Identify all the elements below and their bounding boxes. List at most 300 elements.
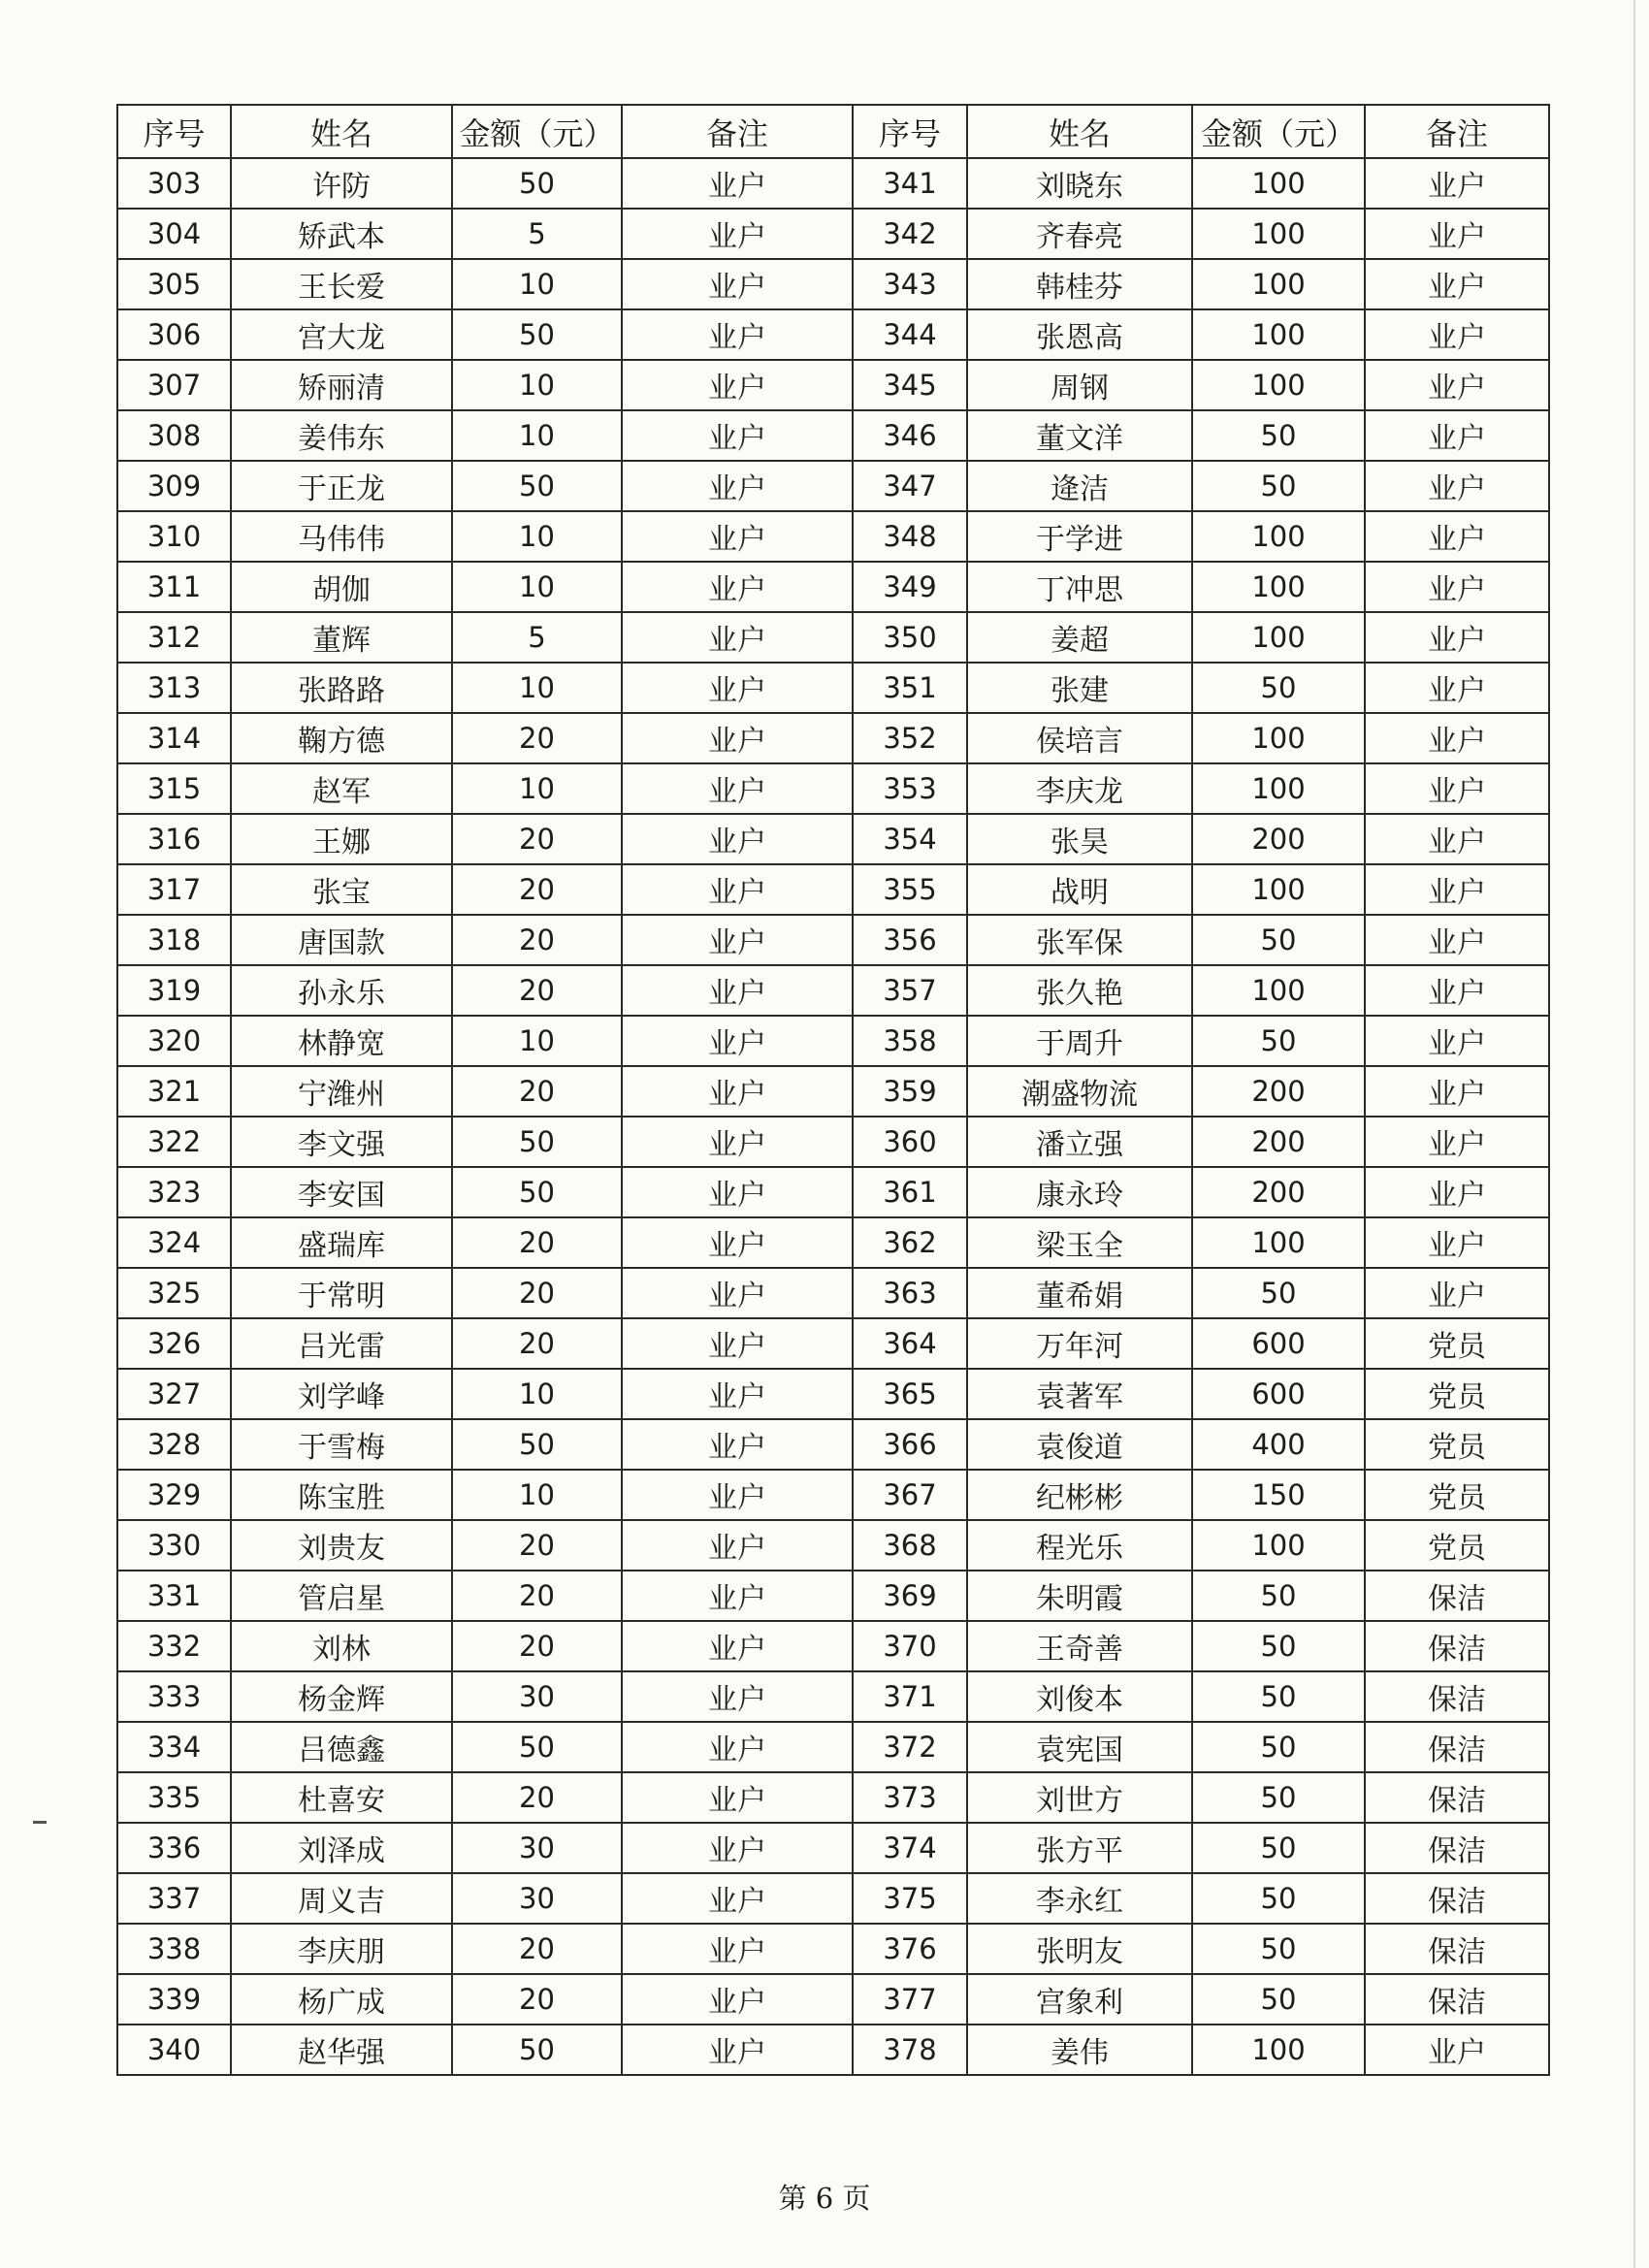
remark-cell: 业户 xyxy=(622,1772,853,1823)
index-cell: 307 xyxy=(117,360,231,410)
remark-cell: 业户 xyxy=(1365,158,1549,209)
remark-cell: 业户 xyxy=(622,1873,853,1924)
amount-cell: 20 xyxy=(452,814,622,864)
name-cell: 矫丽清 xyxy=(231,360,452,410)
name-cell: 张建 xyxy=(967,663,1192,713)
page-edge-line xyxy=(1633,0,1635,2268)
remark-cell: 业户 xyxy=(1365,965,1549,1016)
amount-cell: 20 xyxy=(452,915,622,965)
remark-cell: 保洁 xyxy=(1365,1571,1549,1621)
name-cell: 战明 xyxy=(967,864,1192,915)
amount-cell: 50 xyxy=(1192,1621,1365,1671)
table-row xyxy=(117,511,1549,562)
name-cell: 王奇善 xyxy=(967,1621,1192,1671)
amount-cell: 100 xyxy=(1192,763,1365,814)
name-cell: 程光乐 xyxy=(967,1520,1192,1571)
name-cell: 刘林 xyxy=(231,1621,452,1671)
table-row xyxy=(117,1520,1549,1571)
table-row xyxy=(117,763,1549,814)
index-cell: 344 xyxy=(853,309,967,360)
remark-cell: 业户 xyxy=(622,1066,853,1117)
index-cell: 322 xyxy=(117,1117,231,1167)
index-cell: 318 xyxy=(117,915,231,965)
amount-cell: 50 xyxy=(1192,1571,1365,1621)
amount-cell: 100 xyxy=(1192,309,1365,360)
table-row xyxy=(117,1823,1549,1873)
name-cell: 丁冲思 xyxy=(967,562,1192,612)
remark-cell: 业户 xyxy=(622,309,853,360)
remark-cell: 业户 xyxy=(622,1621,853,1671)
index-cell: 372 xyxy=(853,1722,967,1772)
index-cell: 312 xyxy=(117,612,231,663)
amount-cell: 20 xyxy=(452,1066,622,1117)
name-cell: 刘晓东 xyxy=(967,158,1192,209)
name-cell: 张久艳 xyxy=(967,965,1192,1016)
remark-cell: 业户 xyxy=(1365,864,1549,915)
remark-cell: 业户 xyxy=(1365,1167,1549,1217)
name-cell: 刘学峰 xyxy=(231,1369,452,1419)
remark-cell: 业户 xyxy=(622,864,853,915)
header-remark-left: 备注 xyxy=(622,105,853,158)
remark-cell: 业户 xyxy=(1365,612,1549,663)
amount-cell: 50 xyxy=(452,2025,622,2075)
index-cell: 331 xyxy=(117,1571,231,1621)
table-row xyxy=(117,1621,1549,1671)
scan-mark xyxy=(33,1821,47,1824)
name-cell: 唐国款 xyxy=(231,915,452,965)
index-cell: 358 xyxy=(853,1016,967,1066)
remark-cell: 业户 xyxy=(622,1571,853,1621)
index-cell: 317 xyxy=(117,864,231,915)
name-cell: 李安国 xyxy=(231,1167,452,1217)
name-cell: 陈宝胜 xyxy=(231,1470,452,1520)
name-cell: 万年河 xyxy=(967,1318,1192,1369)
amount-cell: 200 xyxy=(1192,1066,1365,1117)
amount-cell: 20 xyxy=(452,1571,622,1621)
remark-cell: 业户 xyxy=(1365,1217,1549,1268)
remark-cell: 保洁 xyxy=(1365,1621,1549,1671)
index-cell: 304 xyxy=(117,209,231,259)
index-cell: 376 xyxy=(853,1924,967,1974)
amount-cell: 200 xyxy=(1192,1117,1365,1167)
amount-cell: 100 xyxy=(1192,511,1365,562)
table-row xyxy=(117,1671,1549,1722)
name-cell: 盛瑞库 xyxy=(231,1217,452,1268)
name-cell: 逄洁 xyxy=(967,461,1192,511)
name-cell: 于正龙 xyxy=(231,461,452,511)
amount-cell: 100 xyxy=(1192,1520,1365,1571)
name-cell: 李永红 xyxy=(967,1873,1192,1924)
amount-cell: 50 xyxy=(452,461,622,511)
index-cell: 314 xyxy=(117,713,231,763)
amount-cell: 10 xyxy=(452,259,622,309)
amount-cell: 200 xyxy=(1192,1167,1365,1217)
index-cell: 356 xyxy=(853,915,967,965)
remark-cell: 业户 xyxy=(1365,461,1549,511)
index-cell: 355 xyxy=(853,864,967,915)
remark-cell: 业户 xyxy=(622,1520,853,1571)
remark-cell: 业户 xyxy=(622,1470,853,1520)
remark-cell: 业户 xyxy=(1365,259,1549,309)
name-cell: 韩桂芬 xyxy=(967,259,1192,309)
remark-cell: 业户 xyxy=(1365,763,1549,814)
remark-cell: 业户 xyxy=(1365,410,1549,461)
header-name-left: 姓名 xyxy=(231,105,452,158)
amount-cell: 50 xyxy=(1192,461,1365,511)
remark-cell: 业户 xyxy=(1365,713,1549,763)
amount-cell: 10 xyxy=(452,1016,622,1066)
remark-cell: 业户 xyxy=(1365,562,1549,612)
index-cell: 330 xyxy=(117,1520,231,1571)
remark-cell: 业户 xyxy=(622,562,853,612)
table-row xyxy=(117,1268,1549,1318)
name-cell: 康永玲 xyxy=(967,1167,1192,1217)
remark-cell: 业户 xyxy=(622,360,853,410)
remark-cell: 业户 xyxy=(622,1924,853,1974)
index-cell: 351 xyxy=(853,663,967,713)
remark-cell: 业户 xyxy=(622,915,853,965)
table-row xyxy=(117,209,1549,259)
table-row xyxy=(117,259,1549,309)
remark-cell: 业户 xyxy=(1365,309,1549,360)
remark-cell: 业户 xyxy=(1365,1117,1549,1167)
table-row xyxy=(117,1470,1549,1520)
amount-cell: 100 xyxy=(1192,612,1365,663)
amount-cell: 50 xyxy=(1192,915,1365,965)
remark-cell: 保洁 xyxy=(1365,1974,1549,2025)
table-row xyxy=(117,1722,1549,1772)
amount-cell: 100 xyxy=(1192,2025,1365,2075)
remark-cell: 业户 xyxy=(622,461,853,511)
name-cell: 梁玉全 xyxy=(967,1217,1192,1268)
index-cell: 338 xyxy=(117,1924,231,1974)
index-cell: 366 xyxy=(853,1419,967,1470)
name-cell: 潮盛物流 xyxy=(967,1066,1192,1117)
amount-cell: 30 xyxy=(452,1671,622,1722)
index-cell: 362 xyxy=(853,1217,967,1268)
index-cell: 365 xyxy=(853,1369,967,1419)
index-cell: 309 xyxy=(117,461,231,511)
index-cell: 326 xyxy=(117,1318,231,1369)
table-row xyxy=(117,814,1549,864)
name-cell: 马伟伟 xyxy=(231,511,452,562)
remark-cell: 业户 xyxy=(622,158,853,209)
table-row xyxy=(117,1369,1549,1419)
amount-cell: 20 xyxy=(452,1318,622,1369)
name-cell: 姜伟东 xyxy=(231,410,452,461)
name-cell: 张恩高 xyxy=(967,309,1192,360)
amount-cell: 50 xyxy=(452,158,622,209)
remark-cell: 业户 xyxy=(622,1217,853,1268)
amount-cell: 30 xyxy=(452,1873,622,1924)
name-cell: 齐春亮 xyxy=(967,209,1192,259)
index-cell: 328 xyxy=(117,1419,231,1470)
remark-cell: 业户 xyxy=(1365,511,1549,562)
index-cell: 345 xyxy=(853,360,967,410)
remark-cell: 保洁 xyxy=(1365,1772,1549,1823)
remark-cell: 保洁 xyxy=(1365,1924,1549,1974)
index-cell: 315 xyxy=(117,763,231,814)
table-row xyxy=(117,1318,1549,1369)
name-cell: 宫大龙 xyxy=(231,309,452,360)
page-number: 第 6 页 xyxy=(778,2182,871,2215)
name-cell: 董文洋 xyxy=(967,410,1192,461)
amount-cell: 20 xyxy=(452,1974,622,2025)
amount-cell: 20 xyxy=(452,1217,622,1268)
index-cell: 359 xyxy=(853,1066,967,1117)
remark-cell: 业户 xyxy=(1365,915,1549,965)
amount-cell: 20 xyxy=(452,1772,622,1823)
name-cell: 吕德鑫 xyxy=(231,1722,452,1772)
name-cell: 张路路 xyxy=(231,663,452,713)
amount-cell: 30 xyxy=(452,1823,622,1873)
index-cell: 360 xyxy=(853,1117,967,1167)
remark-cell: 业户 xyxy=(622,814,853,864)
remark-cell: 业户 xyxy=(622,2025,853,2075)
name-cell: 张明友 xyxy=(967,1924,1192,1974)
table-row xyxy=(117,410,1549,461)
name-cell: 袁俊道 xyxy=(967,1419,1192,1470)
index-cell: 368 xyxy=(853,1520,967,1571)
name-cell: 刘俊本 xyxy=(967,1671,1192,1722)
amount-cell: 600 xyxy=(1192,1318,1365,1369)
name-cell: 杜喜安 xyxy=(231,1772,452,1823)
name-cell: 姜伟 xyxy=(967,2025,1192,2075)
remark-cell: 保洁 xyxy=(1365,1671,1549,1722)
table-row xyxy=(117,1974,1549,2025)
index-cell: 353 xyxy=(853,763,967,814)
name-cell: 刘泽成 xyxy=(231,1823,452,1873)
index-cell: 369 xyxy=(853,1571,967,1621)
amount-cell: 100 xyxy=(1192,1217,1365,1268)
table-row xyxy=(117,612,1549,663)
remark-cell: 业户 xyxy=(622,1117,853,1167)
name-cell: 王娜 xyxy=(231,814,452,864)
index-cell: 310 xyxy=(117,511,231,562)
name-cell: 李庆龙 xyxy=(967,763,1192,814)
name-cell: 林静宽 xyxy=(231,1016,452,1066)
index-cell: 343 xyxy=(853,259,967,309)
table-row xyxy=(117,965,1549,1016)
remark-cell: 党员 xyxy=(1365,1369,1549,1419)
amount-cell: 100 xyxy=(1192,864,1365,915)
index-cell: 350 xyxy=(853,612,967,663)
amount-cell: 100 xyxy=(1192,360,1365,410)
amount-cell: 50 xyxy=(452,1419,622,1470)
header-remark-right: 备注 xyxy=(1365,105,1549,158)
index-cell: 336 xyxy=(117,1823,231,1873)
remark-cell: 业户 xyxy=(1365,1066,1549,1117)
amount-cell: 50 xyxy=(1192,1722,1365,1772)
index-cell: 321 xyxy=(117,1066,231,1117)
remark-cell: 业户 xyxy=(622,612,853,663)
amount-cell: 50 xyxy=(1192,1974,1365,2025)
name-cell: 于常明 xyxy=(231,1268,452,1318)
name-cell: 张方平 xyxy=(967,1823,1192,1873)
amount-cell: 600 xyxy=(1192,1369,1365,1419)
amount-cell: 10 xyxy=(452,410,622,461)
index-cell: 332 xyxy=(117,1621,231,1671)
name-cell: 张宝 xyxy=(231,864,452,915)
table-row xyxy=(117,1066,1549,1117)
index-cell: 378 xyxy=(853,2025,967,2075)
amount-cell: 100 xyxy=(1192,713,1365,763)
remark-cell: 业户 xyxy=(622,1016,853,1066)
remark-cell: 保洁 xyxy=(1365,1823,1549,1873)
remark-cell: 保洁 xyxy=(1365,1722,1549,1772)
remark-cell: 党员 xyxy=(1365,1470,1549,1520)
remark-cell: 业户 xyxy=(622,1369,853,1419)
amount-cell: 10 xyxy=(452,511,622,562)
remark-cell: 业户 xyxy=(622,1167,853,1217)
index-cell: 370 xyxy=(853,1621,967,1671)
amount-cell: 100 xyxy=(1192,209,1365,259)
index-cell: 375 xyxy=(853,1873,967,1924)
amount-cell: 50 xyxy=(1192,1016,1365,1066)
amount-cell: 50 xyxy=(1192,663,1365,713)
index-cell: 364 xyxy=(853,1318,967,1369)
name-cell: 吕光雷 xyxy=(231,1318,452,1369)
index-cell: 316 xyxy=(117,814,231,864)
amount-cell: 50 xyxy=(1192,1823,1365,1873)
name-cell: 许防 xyxy=(231,158,452,209)
remark-cell: 业户 xyxy=(1365,814,1549,864)
index-cell: 339 xyxy=(117,1974,231,2025)
table-row xyxy=(117,562,1549,612)
index-cell: 347 xyxy=(853,461,967,511)
name-cell: 胡伽 xyxy=(231,562,452,612)
index-cell: 334 xyxy=(117,1722,231,1772)
index-cell: 311 xyxy=(117,562,231,612)
table-row xyxy=(117,1167,1549,1217)
amount-cell: 50 xyxy=(1192,410,1365,461)
table-header-row xyxy=(117,105,1549,158)
amount-cell: 100 xyxy=(1192,562,1365,612)
remark-cell: 业户 xyxy=(622,1318,853,1369)
amount-cell: 5 xyxy=(452,209,622,259)
name-cell: 矫武本 xyxy=(231,209,452,259)
index-cell: 303 xyxy=(117,158,231,209)
amount-cell: 50 xyxy=(1192,1873,1365,1924)
name-cell: 李文强 xyxy=(231,1117,452,1167)
name-cell: 袁宪国 xyxy=(967,1722,1192,1772)
amount-cell: 200 xyxy=(1192,814,1365,864)
table-row xyxy=(117,663,1549,713)
remark-cell: 业户 xyxy=(1365,663,1549,713)
name-cell: 董希娟 xyxy=(967,1268,1192,1318)
name-cell: 袁著军 xyxy=(967,1369,1192,1419)
table-row xyxy=(117,864,1549,915)
amount-cell: 10 xyxy=(452,1470,622,1520)
index-cell: 374 xyxy=(853,1823,967,1873)
remark-cell: 业户 xyxy=(622,1419,853,1470)
header-name-right: 姓名 xyxy=(967,105,1192,158)
name-cell: 周钢 xyxy=(967,360,1192,410)
remark-cell: 业户 xyxy=(622,1974,853,2025)
amount-cell: 5 xyxy=(452,612,622,663)
amount-cell: 10 xyxy=(452,1369,622,1419)
name-cell: 管启星 xyxy=(231,1571,452,1621)
amount-cell: 20 xyxy=(452,1520,622,1571)
index-cell: 319 xyxy=(117,965,231,1016)
remark-cell: 业户 xyxy=(622,663,853,713)
index-cell: 325 xyxy=(117,1268,231,1318)
index-cell: 361 xyxy=(853,1167,967,1217)
name-cell: 鞠方德 xyxy=(231,713,452,763)
remark-cell: 业户 xyxy=(622,410,853,461)
amount-cell: 20 xyxy=(452,713,622,763)
index-cell: 313 xyxy=(117,663,231,713)
amount-cell: 10 xyxy=(452,763,622,814)
index-cell: 348 xyxy=(853,511,967,562)
index-cell: 323 xyxy=(117,1167,231,1217)
table-row xyxy=(117,1772,1549,1823)
amount-cell: 10 xyxy=(452,663,622,713)
name-cell: 刘世方 xyxy=(967,1772,1192,1823)
index-cell: 324 xyxy=(117,1217,231,1268)
remark-cell: 业户 xyxy=(622,1722,853,1772)
index-cell: 305 xyxy=(117,259,231,309)
remark-cell: 保洁 xyxy=(1365,1873,1549,1924)
name-cell: 于周升 xyxy=(967,1016,1192,1066)
amount-cell: 50 xyxy=(1192,1924,1365,1974)
index-cell: 337 xyxy=(117,1873,231,1924)
index-cell: 346 xyxy=(853,410,967,461)
name-cell: 赵华强 xyxy=(231,2025,452,2075)
index-cell: 354 xyxy=(853,814,967,864)
amount-cell: 50 xyxy=(1192,1268,1365,1318)
amount-cell: 50 xyxy=(452,1722,622,1772)
table-row xyxy=(117,1419,1549,1470)
table-row xyxy=(117,461,1549,511)
index-cell: 335 xyxy=(117,1772,231,1823)
index-cell: 341 xyxy=(853,158,967,209)
remark-cell: 党员 xyxy=(1365,1419,1549,1470)
name-cell: 潘立强 xyxy=(967,1117,1192,1167)
table-row xyxy=(117,1571,1549,1621)
name-cell: 王长爱 xyxy=(231,259,452,309)
name-cell: 张军保 xyxy=(967,915,1192,965)
amount-cell: 50 xyxy=(452,1167,622,1217)
name-cell: 周义吉 xyxy=(231,1873,452,1924)
name-cell: 张昊 xyxy=(967,814,1192,864)
remark-cell: 业户 xyxy=(622,511,853,562)
index-cell: 342 xyxy=(853,209,967,259)
table-row xyxy=(117,360,1549,410)
remark-cell: 业户 xyxy=(1365,360,1549,410)
name-cell: 于学进 xyxy=(967,511,1192,562)
name-cell: 杨广成 xyxy=(231,1974,452,2025)
index-cell: 352 xyxy=(853,713,967,763)
table-row xyxy=(117,1117,1549,1167)
name-cell: 孙永乐 xyxy=(231,965,452,1016)
index-cell: 363 xyxy=(853,1268,967,1318)
name-cell: 纪彬彬 xyxy=(967,1470,1192,1520)
amount-cell: 20 xyxy=(452,864,622,915)
table-row xyxy=(117,1873,1549,1924)
name-cell: 刘贵友 xyxy=(231,1520,452,1571)
index-cell: 340 xyxy=(117,2025,231,2075)
name-cell: 于雪梅 xyxy=(231,1419,452,1470)
name-cell: 赵军 xyxy=(231,763,452,814)
amount-cell: 100 xyxy=(1192,259,1365,309)
donation-table xyxy=(116,104,1550,2076)
index-cell: 327 xyxy=(117,1369,231,1419)
remark-cell: 业户 xyxy=(622,1268,853,1318)
index-cell: 320 xyxy=(117,1016,231,1066)
name-cell: 朱明霞 xyxy=(967,1571,1192,1621)
index-cell: 377 xyxy=(853,1974,967,2025)
